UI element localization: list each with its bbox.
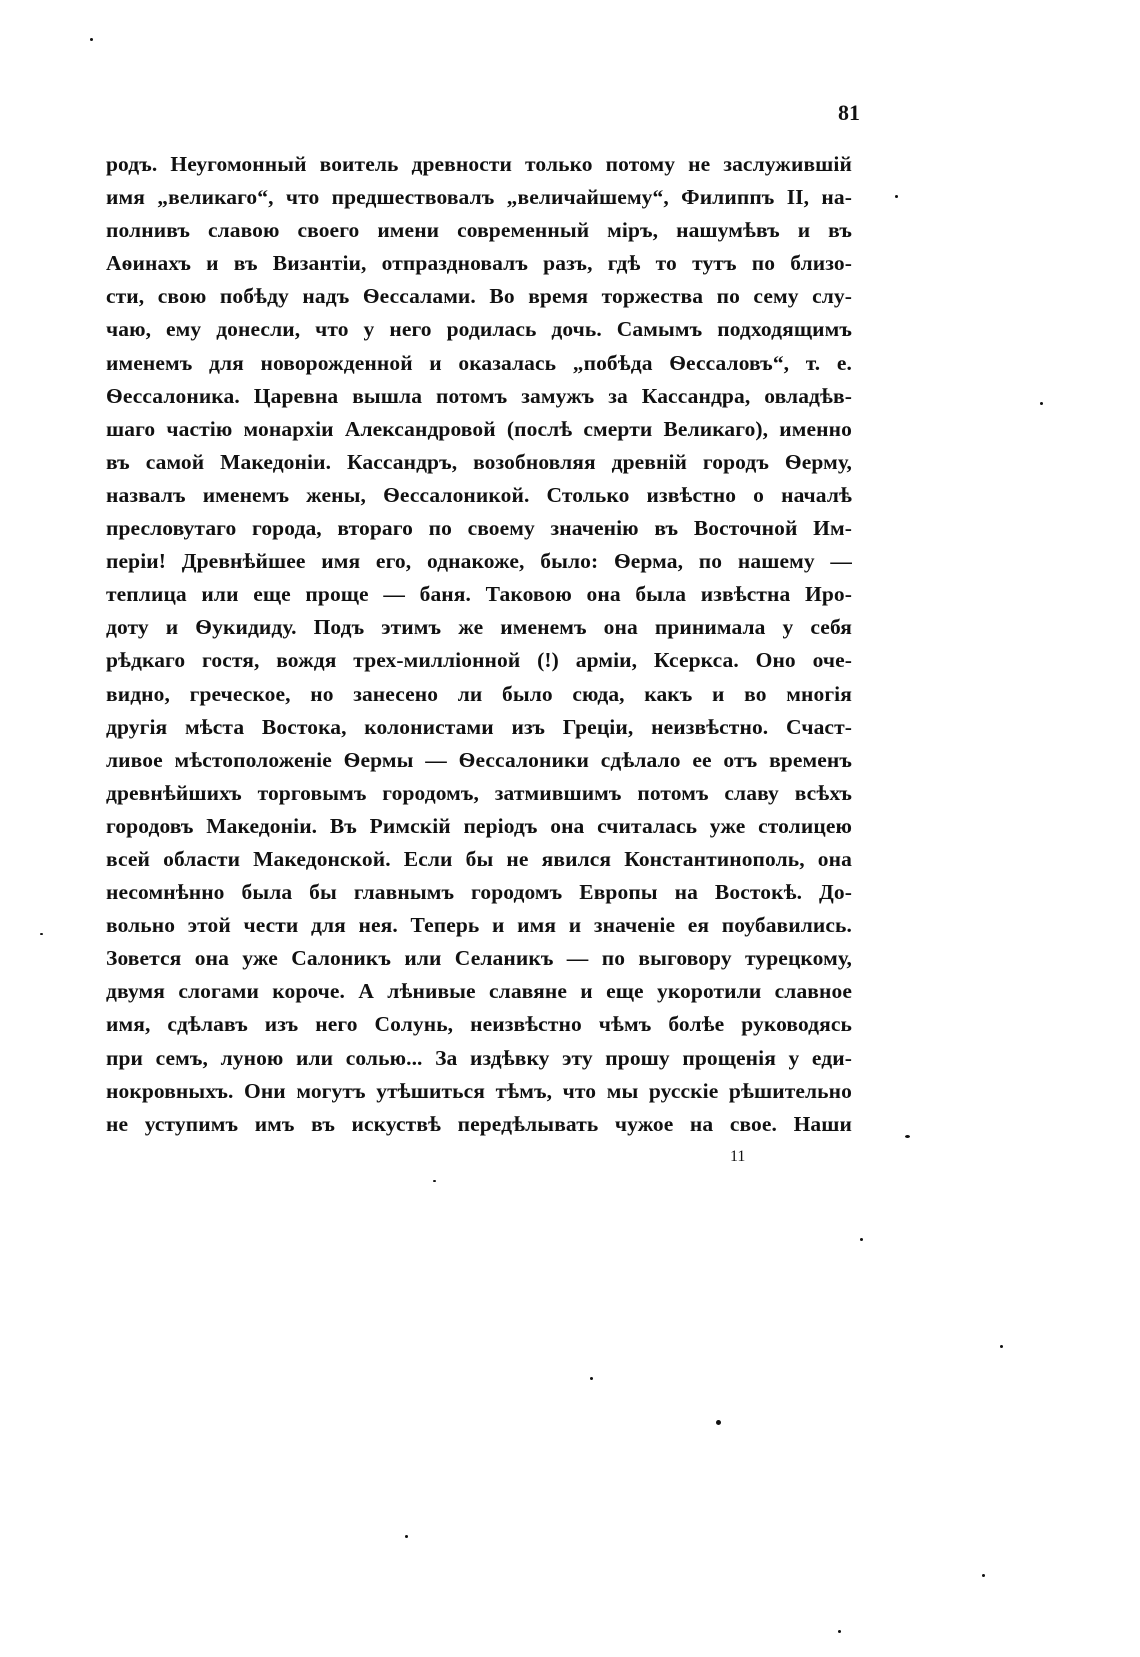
scan-speck [838, 1630, 841, 1633]
text-line: не уступимъ имъ въ искуствѣ передѣлывать чужое на свое. Наши [106, 1111, 852, 1136]
text-line: имя „великаго“, что предшествовалъ „величайшему“, Филиппъ II, на- [106, 185, 852, 210]
scan-speck [405, 1535, 408, 1538]
text-line: полнивъ славою своего имени современный міръ, нашумѣвъ и въ [106, 218, 852, 243]
text-line: назвалъ именемъ жены, Ѳессалоникой. Столько извѣстно о началѣ [106, 482, 852, 507]
text-line: чаю, ему донесли, что у него родилась дочь. Самымъ подходящимъ [106, 317, 852, 342]
text-line: несомнѣнно была бы главнымъ городомъ Европы на Востокѣ. До- [106, 880, 852, 905]
scan-speck [1000, 1345, 1003, 1348]
scan-speck [90, 38, 93, 41]
text-line: именемъ для новорожденной и оказалась „побѣда Ѳессаловъ“, т. е. [106, 350, 852, 375]
body-text [106, 148, 852, 1141]
text-line: древнѣйшихъ торговымъ городомъ, затмившимъ потомъ славу всѣхъ [106, 780, 852, 805]
text-line: Зовется она уже Салоникъ или Селаникъ — по выговору турецкому, [106, 946, 852, 971]
scan-speck [1040, 402, 1043, 405]
text-line: двумя слогами короче. А лѣнивые славяне и еще укоротили славное [106, 979, 852, 1004]
text-line: періи! Древнѣйшее имя его, однакоже, было: Ѳерма, по нашему — [106, 549, 852, 574]
scan-speck [982, 1574, 985, 1577]
scan-speck [895, 195, 898, 198]
text-line: сти, свою побѣду надъ Ѳессалами. Во время торжества по сему слу- [106, 284, 852, 309]
text-line: доту и Ѳукидиду. Подъ этимъ же именемъ она принимала у себя [106, 615, 852, 640]
scan-speck [905, 1135, 910, 1138]
text-line: рѣдкаго гостя, вождя трех-милліонной (!) арміи, Ксеркса. Оно оче- [106, 648, 852, 673]
text-line: видно, греческое, но занесено ли было сюда, какъ и во многія [106, 681, 852, 706]
text-line: теплица или еще проще — баня. Таковою она была извѣстна Иро- [106, 582, 852, 607]
text-line: родъ. Неугомонный воитель древности только потому не заслужившій [106, 152, 852, 176]
signature-mark: 11 [730, 1148, 746, 1165]
scan-speck [590, 1377, 593, 1380]
text-line: при семъ, луною или солью... За издѣвку эту прошу прощенія у еди- [106, 1045, 852, 1070]
text-line: шаго частію монархіи Александровой (послѣ смерти Великаго), именно [106, 416, 852, 441]
scan-speck [40, 933, 43, 935]
text-line: вольно этой чести для нея. Теперь и имя и значеніе ея поубавились. [106, 913, 852, 938]
scan-speck [716, 1420, 721, 1425]
page-number: 81 [838, 100, 860, 125]
text-line: всей области Македонской. Если бы не явился Константинополь, она [106, 846, 852, 871]
text-line: имя, сдѣлавъ изъ него Солунь, неизвѣстно чѣмъ болѣе руководясь [106, 1012, 852, 1037]
text-line: Ѳессалоника. Царевна вышла потомъ замужъ за Кассандра, овладѣв- [106, 383, 852, 408]
text-line: пресловутаго города, втораго по своему значенію въ Восточной Им- [106, 516, 852, 541]
text-line: городовъ Македоніи. Въ Римскій періодъ она считалась уже столицею [106, 813, 852, 838]
scan-speck [433, 1180, 436, 1182]
text-line: Аѳинахъ и въ Византіи, отпраздновалъ разъ, гдѣ то тутъ по близо- [106, 251, 852, 276]
text-line: ливое мѣстоположеніе Ѳермы — Ѳессалоники сдѣлало ее отъ временъ [106, 747, 852, 772]
text-line: въ самой Македоніи. Кассандръ, возобновляя древній городъ Ѳерму, [106, 449, 852, 474]
text-line: нокровныхъ. Они могутъ утѣшиться тѣмъ, что мы русскіе рѣшительно [106, 1078, 852, 1103]
text-line: другія мѣста Востока, колонистами изъ Греціи, неизвѣстно. Счаст- [106, 714, 852, 739]
scan-speck [860, 1238, 863, 1241]
